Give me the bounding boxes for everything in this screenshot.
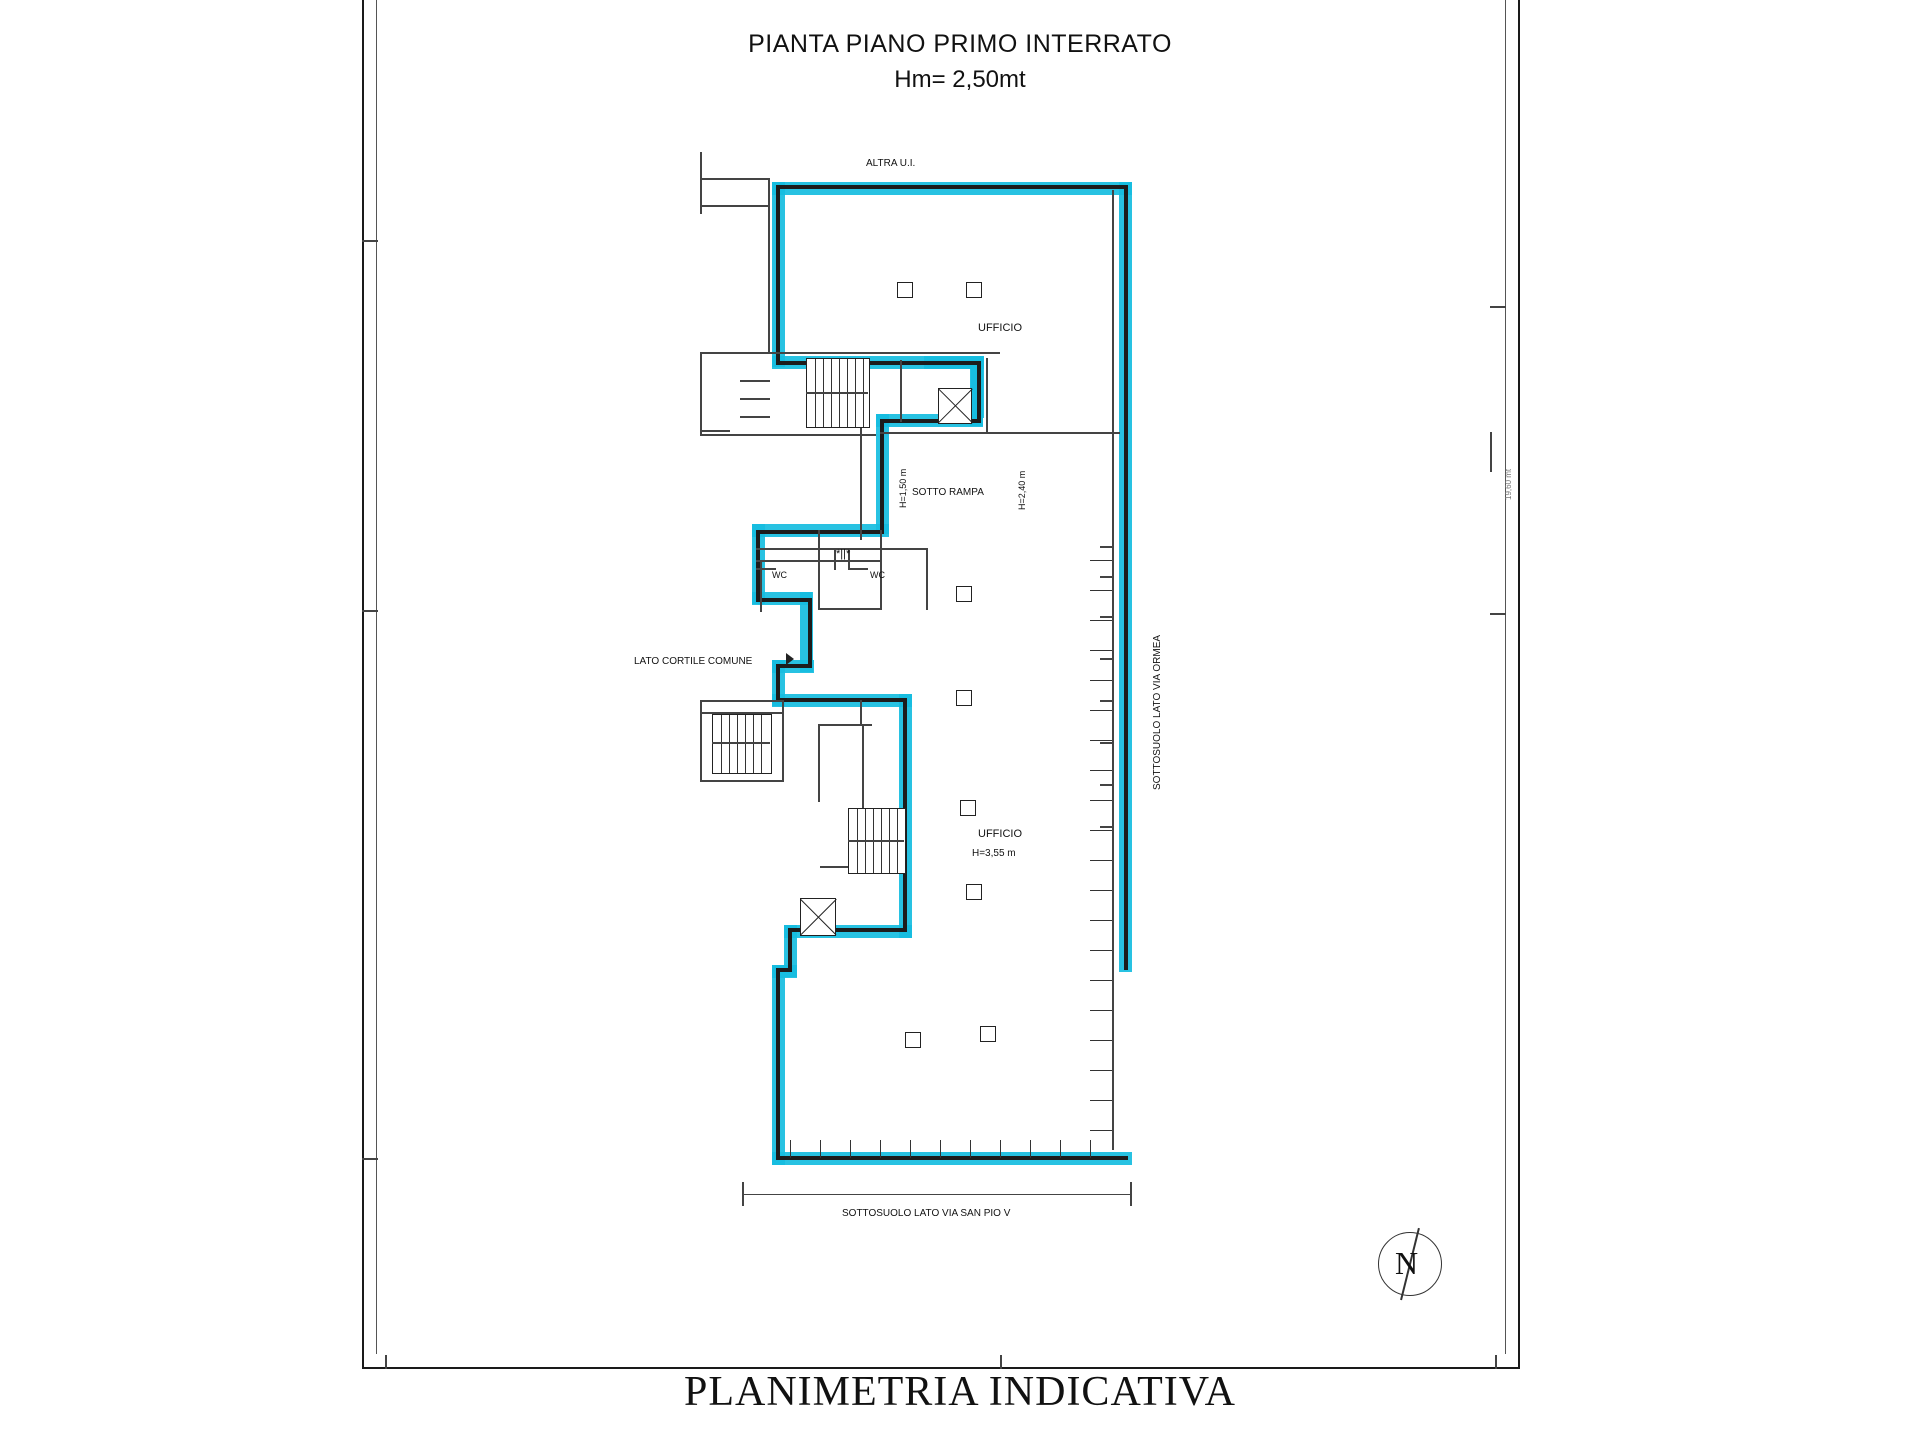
footer-title: PLANIMETRIA INDICATIVA [683, 1369, 1237, 1415]
wall [776, 698, 906, 702]
stair-arrow [740, 416, 770, 418]
elevator-icon [938, 388, 972, 424]
wall [880, 419, 884, 534]
wall-thin [818, 530, 820, 610]
wall-thin [700, 780, 784, 782]
wall [1124, 185, 1128, 970]
facade-hatch-right [1090, 560, 1112, 1140]
door-swing [848, 568, 868, 570]
column [960, 800, 976, 816]
page-subtitle: Hm= 2,50mt [894, 66, 1026, 93]
column [956, 586, 972, 602]
label-ufficio-top: UFFICIO [978, 322, 1022, 334]
page-title: PIANTA PIANO PRIMO INTERRATO [748, 30, 1172, 58]
wall-thin [818, 724, 820, 802]
stair-arrow [740, 398, 770, 400]
column [966, 282, 982, 298]
label-wc-1: WC [772, 570, 787, 580]
registration-tick [362, 1158, 378, 1160]
elevator-icon [800, 898, 836, 936]
wall-thin [1112, 190, 1114, 1150]
wall-thin [700, 434, 876, 436]
wall-thin [768, 178, 770, 353]
wall [776, 968, 780, 1160]
window [1100, 546, 1114, 548]
wall [756, 598, 812, 602]
label-h355: H=3,55 m [972, 848, 1016, 859]
wall [808, 598, 812, 666]
label-h240: H=2,40 m [1017, 470, 1027, 510]
column [897, 282, 913, 298]
wall [776, 185, 1128, 189]
compass-north-letter: N [1395, 1245, 1419, 1281]
label-sotto-rampa: SOTTO RAMPA [912, 487, 984, 498]
wall-thin [926, 548, 928, 610]
wall [977, 361, 981, 419]
column [956, 690, 972, 706]
column [980, 1026, 996, 1042]
registration-tick [385, 1355, 387, 1369]
wall-thin [700, 205, 770, 207]
dimension-tick [1490, 432, 1492, 472]
door-swing [756, 568, 776, 570]
direction-arrow [786, 653, 794, 665]
wall-thin [782, 700, 784, 780]
label-altra-ui: ALTRA U.I. [866, 158, 916, 169]
wall-thin [860, 420, 862, 540]
registration-tick [362, 610, 378, 612]
label-wc-2: WC [870, 570, 885, 580]
label-lato-cortile-comune: LATO CORTILE COMUNE [634, 656, 753, 667]
staircase-lower-left [712, 714, 772, 774]
wall [776, 185, 780, 365]
wall-thin [700, 430, 730, 432]
column [905, 1032, 921, 1048]
wall-thin [820, 560, 882, 562]
wall-thin [860, 700, 862, 726]
fixture-marks: *||* [836, 548, 851, 560]
wall-thin [986, 358, 988, 432]
wall [776, 664, 780, 700]
stair-midline [712, 742, 770, 744]
wall-thin [700, 700, 784, 702]
label-sottosuolo-via-san-pio-v: SOTTOSUOLO LATO VIA SAN PIO V [842, 1208, 1011, 1219]
label-ufficio-bottom: UFFICIO [978, 828, 1022, 840]
registration-tick [362, 240, 378, 242]
column [966, 884, 982, 900]
registration-tick [1000, 1355, 1002, 1369]
margin-dimension-text: 19,60 mt [1504, 468, 1513, 500]
wall [788, 928, 792, 970]
stair-arrow [740, 380, 770, 382]
label-h150: H=1,50 m [898, 468, 908, 508]
compass-rose [1378, 1232, 1442, 1296]
dimension-tick [1130, 1182, 1132, 1206]
wall-thin [900, 360, 902, 422]
stair-midline [806, 392, 868, 394]
wall-thin [756, 560, 818, 562]
wall-thin [700, 352, 702, 434]
stair-midline [848, 840, 904, 842]
dimension-line [742, 1194, 1132, 1195]
registration-tick [1490, 306, 1506, 308]
registration-tick [1495, 1355, 1497, 1369]
wall-thin [700, 352, 876, 354]
wall-thin [880, 432, 1120, 434]
label-sottosuolo-via-ormea: SOTTOSUOLO LATO VIA ORMEA [1152, 634, 1163, 790]
wall-thin [820, 608, 882, 610]
facade-hatch-bottom [790, 1140, 1100, 1158]
wall [776, 664, 812, 668]
wall-thin [700, 178, 770, 180]
registration-tick [1490, 613, 1506, 615]
wall [756, 530, 884, 534]
